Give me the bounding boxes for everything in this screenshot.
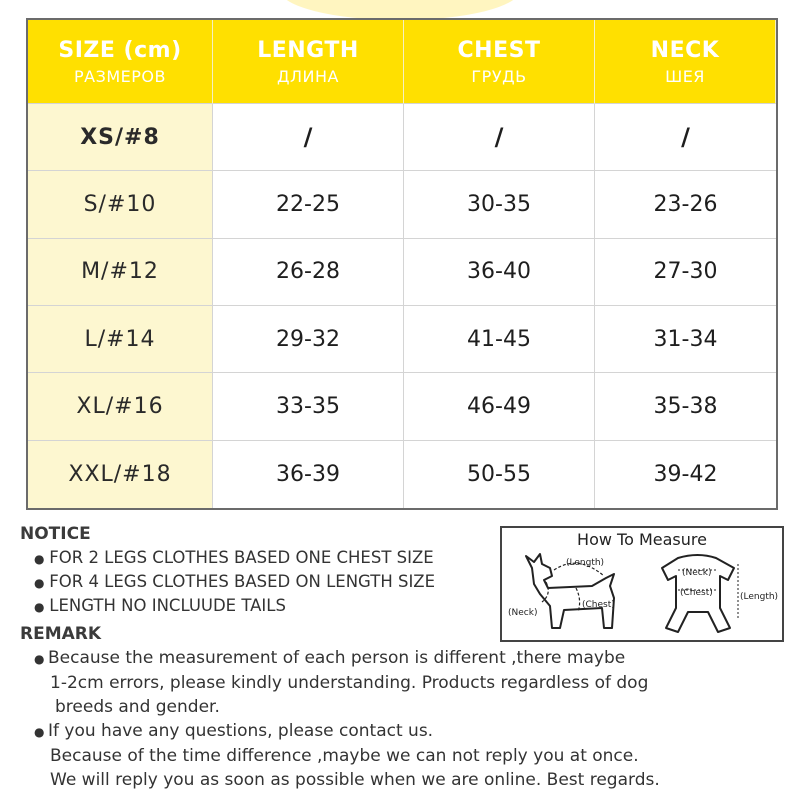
- dog-length-label: (Length): [566, 558, 605, 568]
- neck-cell: 35-38: [595, 373, 776, 440]
- top-glow-decoration: [280, 0, 520, 20]
- header-chest-ru: ГРУДЬ: [471, 66, 527, 86]
- length-cell: 29-32: [213, 306, 404, 373]
- chest-cell: 36-40: [404, 239, 595, 306]
- remark-line: Because the measurement of each person is different ,there maybe: [48, 648, 626, 668]
- size-cell: S/#10: [28, 171, 213, 238]
- neck-cell: 23-26: [595, 171, 776, 238]
- length-cell: 22-25: [213, 171, 404, 238]
- header-chest-en: CHEST: [457, 37, 541, 63]
- measure-illustration: [502, 528, 782, 640]
- how-to-measure-box: [500, 526, 784, 642]
- size-cell: XXL/#18: [28, 441, 213, 508]
- notice-item: [20, 594, 490, 618]
- notice-item-text: FOR 2 LEGS CLOTHES BASED ONE CHEST SIZE: [49, 548, 434, 567]
- remark-title: REMARK: [20, 624, 102, 644]
- shirt-length-label: (Length): [740, 592, 779, 602]
- chest-cell: /: [404, 104, 595, 171]
- header-length: [213, 20, 404, 104]
- notice-item-text: LENGTH NO INCLUUDE TAILS: [49, 596, 286, 615]
- notice-title: NOTICE: [20, 524, 91, 544]
- shirt-chest-label: (Chest): [680, 588, 713, 598]
- notice-item: [20, 570, 490, 594]
- header-length-en: LENGTH: [257, 37, 359, 63]
- neck-cell: 31-34: [595, 306, 776, 373]
- chest-cell: 46-49: [404, 373, 595, 440]
- remark-line: Because of the time difference ,maybe we can not reply you at once.: [50, 746, 639, 766]
- bullet-dot-icon: ●: [34, 599, 45, 614]
- neck-cell: /: [595, 104, 776, 171]
- remark-item: [20, 719, 790, 792]
- neck-cell: 39-42: [653, 461, 718, 487]
- bullet-dot-icon: ●: [34, 575, 45, 590]
- header-chest: [404, 20, 595, 104]
- length-cell: 26-28: [213, 239, 404, 306]
- remark-line: If you have any questions, please contact us.: [48, 721, 434, 741]
- bullet-dot-icon: ●: [34, 652, 45, 666]
- size-chart-table: [26, 18, 778, 510]
- measure-title: How To Measure: [577, 530, 707, 549]
- size-cell: L/#14: [28, 306, 213, 373]
- notice-item: [20, 546, 490, 570]
- length-cell: /: [213, 104, 404, 171]
- size-cell: XL/#16: [28, 373, 213, 440]
- chest-cell: 50-55: [404, 441, 595, 508]
- header-neck: [595, 20, 776, 104]
- remark-line: We will reply you as soon as possible when we are online. Best regards.: [50, 770, 660, 790]
- remark-line: 1-2cm errors, please kindly understanding. Products regardless of dog: [50, 673, 649, 693]
- dog-neck-label: (Neck): [508, 608, 538, 618]
- header-size-en: SIZE (cm): [58, 37, 182, 63]
- length-cell: 36-39: [213, 441, 404, 508]
- neck-cell: 27-30: [595, 239, 776, 306]
- notice-item-text: FOR 4 LEGS CLOTHES BASED ON LENGTH SIZE: [49, 572, 436, 591]
- size-cell: XS/#8: [28, 104, 213, 171]
- header-size: [28, 20, 213, 104]
- shirt-neck-label: (Neck): [682, 568, 712, 578]
- length-cell: 33-35: [213, 373, 404, 440]
- chest-cell: 41-45: [404, 306, 595, 373]
- header-length-ru: ДЛИНА: [277, 66, 339, 86]
- header-size-ru: РАЗМЕРОВ: [74, 66, 166, 86]
- notice-section: [20, 522, 490, 618]
- remark-line: breeds and gender.: [55, 697, 220, 717]
- remark-item: [20, 646, 790, 719]
- bullet-dot-icon: ●: [34, 551, 45, 566]
- remark-section: [20, 622, 790, 792]
- dog-chest-label: (Chest): [582, 600, 615, 610]
- size-cell: M/#12: [28, 239, 213, 306]
- bullet-dot-icon: ●: [34, 725, 45, 739]
- chest-cell: 30-35: [404, 171, 595, 238]
- header-neck-en: NECK: [650, 37, 720, 63]
- header-neck-ru: ШЕЯ: [665, 66, 705, 86]
